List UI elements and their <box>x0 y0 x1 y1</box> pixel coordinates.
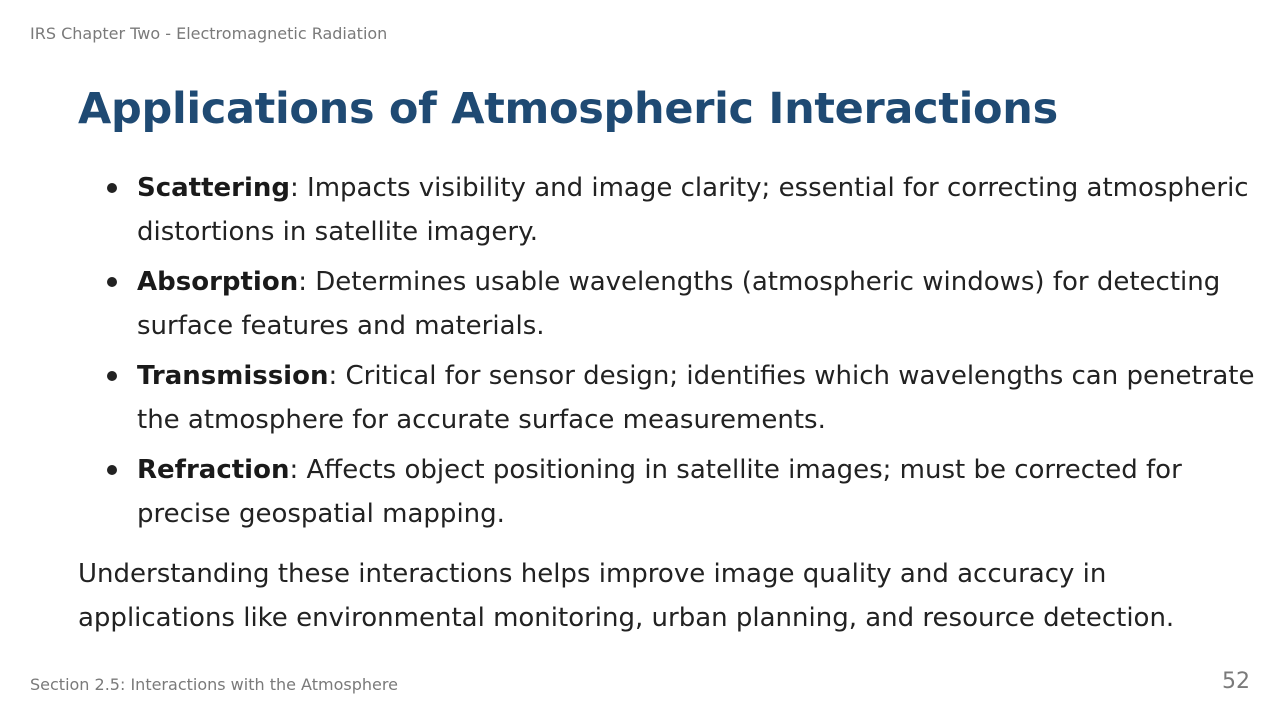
bullet-item-absorption <box>137 260 1257 348</box>
footer-section-label: Section 2.5: Interactions with the Atmosphere <box>30 675 398 694</box>
slide-title: Applications of Atmospheric Interactions <box>78 84 1058 134</box>
bullet-description: : Critical for sensor design; identifies which wavelengths can penetrate the atmosphere for accurate surface measurements. <box>137 361 1255 435</box>
bullet-item-transmission <box>137 354 1257 442</box>
bullet-item-refraction <box>137 448 1257 536</box>
bullet-dot-icon <box>107 183 117 193</box>
bullet-dot-icon <box>107 371 117 381</box>
header-text: IRS Chapter Two - Electromagnetic Radiation <box>30 24 388 43</box>
bullet-term: Scattering <box>137 173 291 203</box>
summary-paragraph: Understanding these interactions helps improve image quality and accuracy in applications like environmental monitoring, urban planning, and resource detection. <box>78 559 1175 633</box>
bullet-term: Transmission <box>137 361 329 391</box>
page-number: 52 <box>1222 669 1250 694</box>
bullet-description: : Impacts visibility and image clarity; essential for correcting atmospheric distortions in satellite imagery. <box>137 173 1249 247</box>
bullet-term: Refraction <box>137 455 290 485</box>
bullet-item-scattering <box>137 166 1257 254</box>
bullet-dot-icon <box>107 465 117 475</box>
bullet-dot-icon <box>107 277 117 287</box>
bullet-description: : Determines usable wavelengths (atmospheric windows) for detecting surface features and materials. <box>137 267 1221 341</box>
bullet-list <box>78 166 1257 542</box>
bullet-description: : Affects object positioning in satellite images; must be corrected for precise geospatial mapping. <box>137 455 1182 529</box>
bullet-term: Absorption <box>137 267 299 297</box>
